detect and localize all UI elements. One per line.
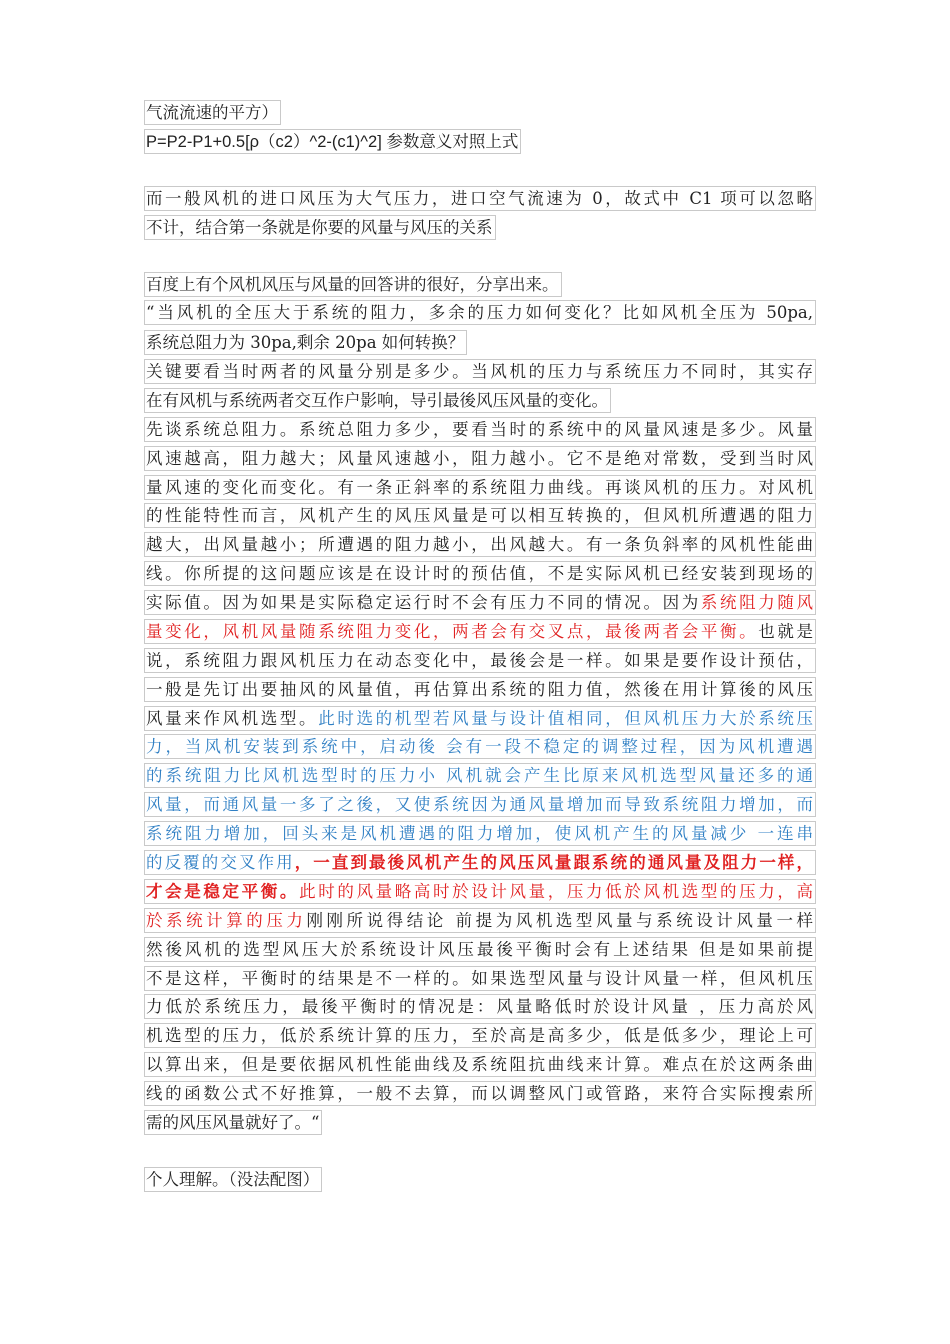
text-span: 线。你所提的这问题应该是在设计时的预估值，不是实际风机已经安装到现场的: [146, 564, 813, 583]
text-line: [144, 763, 816, 788]
highlight-red-span: 於系统计算的压力: [146, 911, 307, 930]
highlight-red-span: 量变化，风机风量随系统阻力变化，两者会有交叉点，最後两者会平衡。: [146, 622, 759, 641]
text-line: [144, 1110, 322, 1135]
text-span: 一般是先订出要抽风的风量值，再估算出系统的阻力值，然後在用计算後的风压: [146, 680, 813, 699]
highlight-red-span: 此时的风量略高时於设计风量，压力低於风机选型的压力，高: [299, 882, 814, 901]
text-span: 先谈系统总阻力。系统总阻力多少，要看当时的系统中的风量风速是多少。风量: [146, 420, 813, 439]
highlight-blue-span: 风量，而通风量一多了之後，又使系统因为通风量增加而导致系统阻力增加，而: [146, 795, 813, 814]
text-line: [144, 359, 816, 384]
text-span: 越大，出风量越小；所遭遇的阻力越小，出风越大。有一条负斜率的风机性能曲: [146, 535, 813, 554]
text-line: [144, 706, 816, 731]
text-line: [144, 186, 816, 211]
text-line: [144, 1023, 816, 1048]
text-line: [144, 417, 816, 442]
text-line: [144, 908, 816, 933]
text-line: [144, 1167, 322, 1192]
text-line: [144, 879, 816, 904]
text-span: 的性能特性而言，风机产生的风压风量是可以相互转换的，但风机所遭遇的阻力: [146, 506, 813, 525]
text-line: [144, 446, 816, 471]
text-line: [144, 619, 816, 644]
text-span: 风量来作风机选型。: [146, 709, 319, 728]
formula-line: [144, 129, 521, 154]
text-span: 风速越高，阻力越大；风量风速越小，阻力越小。它不是绝对常数，受到当时风: [146, 449, 813, 468]
text-span: 不计，结合第一条就是你要的风量与风压的关系: [146, 218, 493, 237]
text-span: 气流流速的平方）: [146, 103, 278, 122]
text-line: [144, 561, 816, 586]
text-span: 在有风机与系统两者交互作户影响，导引最後风压风量的变化。: [146, 391, 608, 410]
text-span: 以算出来，但是要依据风机性能曲线及系统阻抗曲线来计算。难点在於这两条曲: [146, 1055, 813, 1074]
text-line: [144, 821, 816, 846]
highlight-blue-span: 力，当风机安装到系统中，启动後 会有一段不稳定的调整过程，因为风机遭遇: [146, 737, 813, 756]
text-span: 个人理解。（没法配图）: [146, 1170, 320, 1189]
text-span: 实际值。因为如果是实际稳定运行时不会有压力不同的情况。因为: [146, 593, 701, 612]
text-span: 关键要看当时两者的风量分别是多少。当风机的压力与系统压力不同时，其实存: [146, 362, 813, 381]
text-line: [144, 792, 816, 817]
text-line: [144, 532, 816, 557]
text-span: 量风速的变化而变化。有一条正斜率的系统阻力曲线。再谈风机的压力。对风机: [146, 478, 813, 497]
highlight-red-bold-span: 才会是稳定平衡。: [146, 882, 300, 901]
highlight-blue-span: 系统阻力增加，回头来是风机遭遇的阻力增加，使风机产生的风量减少 一连串: [146, 824, 813, 843]
text-line: [144, 215, 496, 240]
highlight-red-bold-span: ，一直到最後风机产生的风压风量跟系统的通风量及阻力一样，: [294, 853, 814, 872]
text-line: [144, 388, 611, 413]
text-span: 然後风机的选型风压大於系统设计风压最後平衡时会有上述结果 但是如果前提: [146, 940, 813, 959]
text-line: [144, 272, 562, 297]
text-line: [144, 994, 816, 1019]
text-span: 百度上有个风机风压与风量的回答讲的很好，分享出来。: [146, 275, 559, 294]
text-line: [144, 1052, 816, 1077]
text-span: P=P2-P1+0.5[ρ（c2）^2-(c1)^2] 参数意义对照上式: [146, 133, 519, 151]
text-line: [144, 330, 467, 355]
text-line: [144, 1081, 816, 1106]
text-line: [144, 503, 816, 528]
text-span: 需的风压风量就好了。“: [146, 1113, 320, 1132]
text-line: [144, 850, 816, 875]
text-span: 不是这样，平衡时的结果是不一样的。如果选型风量与设计风量一样，但风机压: [146, 969, 813, 988]
text-span: 而一般风机的进口风压为大气压力，进口空气流速为 0，故式中 C1 项可以忽略: [146, 189, 813, 208]
text-span: 线的函数公式不好推算，一般不去算，而以调整风门或管路，来符合实际搜索所: [146, 1084, 813, 1103]
highlight-blue-span: 此时选的机型若风量与设计值相同，但风机压力大於系统压: [318, 709, 814, 728]
text-line: [144, 648, 816, 673]
text-line: [144, 966, 816, 991]
text-span: 刚刚所说得结论 前提为风机选型风量与系统设计风量一样: [306, 911, 814, 930]
highlight-blue-span: 的系统阻力比风机选型时的压力小 风机就会产生比原来风机选型风量还多的通: [146, 766, 813, 785]
highlight-blue-span: 的反覆的交叉作用: [146, 853, 295, 872]
text-span: 说，系统阻力跟风机压力在动态变化中，最後会是一样。如果是要作设计预估，: [146, 651, 813, 670]
text-span: 力低於系统压力，最後平衡时的情况是：风量略低时於设计风量 ，压力高於风: [146, 997, 813, 1016]
text-span: 也就是: [758, 622, 814, 641]
text-line: [144, 100, 281, 125]
text-line: [144, 475, 816, 500]
text-line: [144, 937, 816, 962]
text-span: 机选型的压力，低於系统计算的压力，至於高是高多少，低是低多少，理论上可: [146, 1026, 813, 1045]
text-line: [144, 590, 816, 615]
text-line: [144, 734, 816, 759]
highlight-red-span: 系统阻力随风: [700, 593, 814, 612]
text-span: “当风机的全压大于系统的阻力，多余的压力如何变化？比如风机全压为 50pa,: [146, 303, 813, 322]
quote-line: [144, 300, 816, 325]
text-line: [144, 677, 816, 702]
text-span: 系统总阻力为 30pa,剩余 20pa 如何转换？: [146, 333, 465, 352]
